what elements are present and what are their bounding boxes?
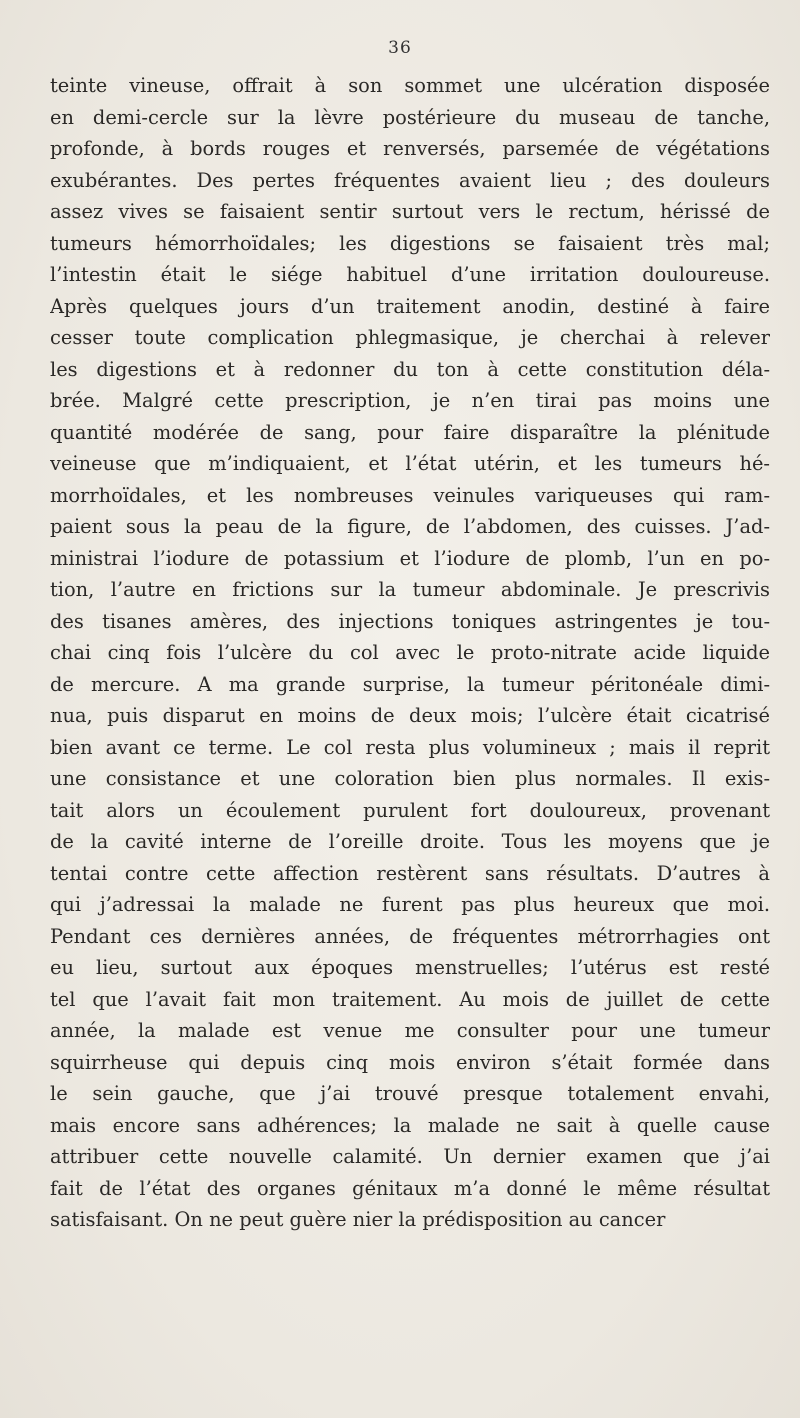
text-line: assez vives se faisaient sentir surtout vers le rectum, hérissé de [50,200,770,223]
text-line: de mercure. A ma grande surprise, la tumeur péritonéale dimi- [50,672,770,696]
body-text [50,70,770,1236]
text-line: morrhoïdales, et les nombreuses veinules variqueuses qui ram- [50,483,770,507]
text-line: teinte vineuse, offrait à son sommet une ulcération disposée [50,74,770,97]
text-line: année, la malade est venue me consulter pour une tumeur [50,1019,770,1042]
text-line: le sein gauche, que j’ai trouvé presque totalement envahi, [50,1082,770,1105]
text-line: squirrheuse qui depuis cinq mois environ s’était formée dans [50,1050,770,1074]
text-line: attribuer cette nouvelle calamité. Un dernier examen que j’ai [50,1145,770,1168]
text-line: bien avant ce terme. Le col resta plus volumineux ; mais il reprit [50,735,770,759]
text-line: mais encore sans adhérences; la malade ne sait à quelle cause [50,1113,770,1137]
text-line: tumeurs hémorrhoïdales; les digestions se faisaient très mal; [50,231,770,255]
text-line: des tisanes amères, des injections toniques astringentes je tou- [50,609,770,633]
text-line: ministrai l’iodure de potassium et l’iodure de plomb, l’un en po- [50,546,770,570]
page-number: 36 [388,38,412,58]
text-line: cesser toute complication phlegmasique, je cherchai à relever [50,326,770,349]
text-line: de la cavité interne de l’oreille droite. Tous les moyens que je [50,830,770,853]
text-line: tait alors un écoulement purulent fort douloureux, provenant [50,798,770,822]
text-line: l’intestin était le siége habituel d’une irritation douloureuse. [50,263,770,286]
text-line: veineuse que m’indiquaient, et l’état utérin, et les tumeurs hé- [50,452,770,475]
text-line: tel que l’avait fait mon traitement. Au mois de juillet de cette [50,987,770,1011]
text-line: eu lieu, surtout aux époques menstruelles; l’utérus est resté [50,956,770,979]
text-line: exubérantes. Des pertes fréquentes avaient lieu ; des douleurs [50,168,770,192]
text-line: satisfaisant. On ne peut guère nier la prédisposition au cancer [50,1208,666,1231]
text-line: une consistance et une coloration bien plus normales. Il exis- [50,767,770,790]
text-line: tion, l’autre en frictions sur la tumeur abdominale. Je prescrivis [50,578,770,601]
text-line: Pendant ces dernières années, de fréquentes métrorrhagies ont [50,924,770,948]
text-line: brée. Malgré cette prescription, je n’en tirai pas moins une [50,389,770,412]
text-line: quantité modérée de sang, pour faire disparaître la plénitude [50,420,770,444]
text-line: les digestions et à redonner du ton à cette constitution déla- [50,357,770,381]
text-line: en demi-cercle sur la lèvre postérieure du museau de tanche, [50,105,770,129]
text-line: nua, puis disparut en moins de deux mois; l’ulcère était cicatrisé [50,704,770,727]
text-line: paient sous la peau de la figure, de l’abdomen, des cuisses. J’ad- [50,515,770,538]
text-line: Après quelques jours d’un traitement anodin, destiné à faire [50,294,770,318]
text-line: qui j’adressai la malade ne furent pas plus heureux que moi. [50,893,770,916]
text-line: profonde, à bords rouges et renversés, parsemée de végétations [50,137,770,160]
text-line: fait de l’état des organes génitaux m’a donné le même résultat [50,1176,770,1200]
text-line: tentai contre cette affection restèrent sans résultats. D’autres à [50,861,770,885]
text-line: chai cinq fois l’ulcère du col avec le proto-nitrate acide liquide [50,641,770,664]
